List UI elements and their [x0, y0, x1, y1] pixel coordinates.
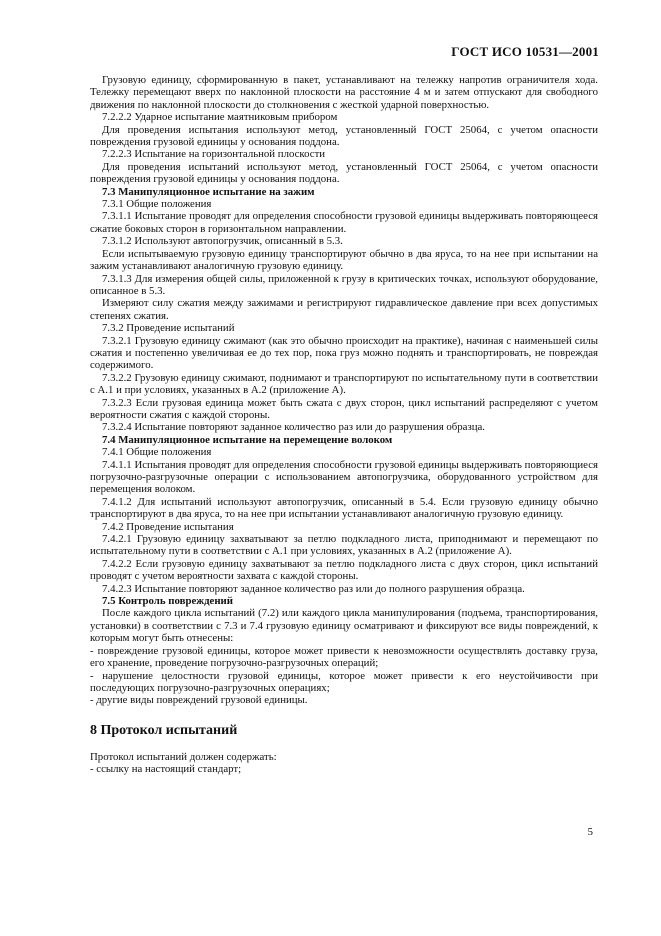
paragraph: 7.3.2.4 Испытание повторяют заданное количество раз или до разрушения образца.	[102, 421, 485, 434]
paragraph: 7.3.1.1 Испытание проводят для определения способности грузовой единицы выдерживать повторяющееся сжатие боковых сторон в горизонтальном направлении.	[90, 210, 598, 235]
subsection-heading: 7.2.2.3 Испытание на горизонтальной плоскости	[102, 148, 326, 161]
subsection-heading: 7.4.1 Общие положения	[102, 446, 212, 459]
paragraph: 7.4.1.2 Для испытаний используют автопогрузчик, описанный в 5.4. Если грузовую единицу обычно транспортируют в два яруса, то на нее при испытании устанавливают аналогичную грузовую единицу.	[90, 495, 598, 521]
paragraph: После каждого цикла испытаний (7.2) или каждого цикла манипулирования (подъема, транспортирования, установки) в соответствии с 7.3 и 7.4 грузовую единицу осматривают и фиксируют все виды повреждений, к которым могут быть отнесены:	[90, 607, 598, 645]
subsection-heading: 7.3.1 Общие положения	[102, 198, 212, 211]
paragraph: 7.3.2.2 Грузовую единицу сжимают, поднимают и транспортируют по испытательному пути в соответствии с А.1 и при условиях, указанных в А.2 (приложение А).	[90, 371, 598, 397]
paragraph: 7.3.1.2 Используют автопогрузчик, описанный в 5.3.	[102, 235, 343, 248]
list-item: - другие виды повреждений грузовой единицы.	[90, 694, 308, 707]
paragraph: 7.3.2.1 Грузовую единицу сжимают (как это обычно происходит на практике), начиная с наименьшей силы сжатия и постепенно увеличивая ее до тех пор, пока груз можно поднять и транспортировать, не повреждая содержимого.	[90, 334, 598, 372]
paragraph: 7.4.2.1 Грузовую единицу захватывают за петлю подкладного листа, приподнимают и перемещают по испытательному пути в соответствии с А.1 при условиях, указанных в А.2 (приложение А).	[90, 533, 598, 558]
paragraph: Если испытываемую грузовую единицу транспортируют обычно в два яруса, то на нее при испытании на зажим устанавливают аналогичную грузовую единицу.	[90, 247, 598, 273]
paragraph: Для проведения испытаний используют метод, установленный ГОСТ 25064, с учетом опасности повреждения грузовой единицы у основания поддона.	[90, 160, 598, 186]
paragraph: 7.4.2.3 Испытание повторяют заданное количество раз или до полного разрушения образца.	[102, 582, 525, 595]
paragraph: Протокол испытаний должен содержать:	[90, 750, 277, 763]
subsection-heading: 7.4.2 Проведение испытания	[102, 520, 234, 533]
page-number: 5	[587, 826, 593, 838]
list-item: - повреждение грузовой единицы, которое может привести к невозможности осуществлять доставку груза, его хранение, проведение погрузочно-разгрузочных операций;	[90, 644, 598, 670]
section-heading-7-5: 7.5 Контроль повреждений	[102, 595, 233, 608]
paragraph: Измеряют силу сжатия между зажимами и регистрируют гидравлическое давление при всех допустимых степенях сжатия.	[90, 297, 598, 322]
subsection-heading: 7.2.2.2 Ударное испытание маятниковым прибором	[102, 111, 338, 124]
list-item: - нарушение целостности грузовой единицы, которое может привести к его неустойчивости при последующих погрузочно-разгрузочных операциях;	[90, 669, 598, 694]
paragraph: 7.3.1.3 Для измерения общей силы, приложенной к грузу в критических точках, используют оборудование, описанное в 5.3.	[90, 272, 598, 297]
list-item: - ссылку на настоящий стандарт;	[90, 763, 242, 776]
page-body	[90, 74, 598, 776]
section-8-title: 8 Протокол испытаний	[90, 722, 238, 738]
paragraph: 7.3.2.3 Если грузовая единица может быть сжата с двух сторон, цикл испытаний распределяют с учетом вероятности сжатия с каждой стороны.	[90, 396, 598, 421]
paragraph: 7.4.1.1 Испытания проводят для определения способности грузовой единицы выдерживать повторяющиеся погрузочно-разгрузочные операции с использованием автопогрузчика, оборудованного устройством для перемещения волоком.	[90, 458, 598, 496]
section-heading-7-4: 7.4 Манипуляционное испытание на перемещение волоком	[102, 433, 393, 446]
subsection-heading: 7.3.2 Проведение испытаний	[102, 322, 235, 335]
document-header: ГОСТ ИСО 10531—2001	[451, 44, 599, 59]
section-heading-7-3: 7.3 Манипуляционное испытание на зажим	[102, 185, 315, 198]
paragraph: 7.4.2.2 Если грузовую единицу захватывают за петлю подкладного листа с двух сторон, цикл испытаний проводят с учетом вероятности захвата с каждой стороны.	[90, 557, 598, 583]
paragraph: Для проведения испытания используют метод, установленный ГОСТ 25064, с учетом опасности повреждения грузовой единицы у основания поддона.	[90, 123, 598, 149]
paragraph: Грузовую единицу, сформированную в пакет, устанавливают на тележку напротив ограничителя хода. Тележку перемещают вверх по наклонной плоскости на расстояние 4 м и затем отпускают для свободного движения по наклонной плоскости до столкновения с жесткой ударной поверхностью.	[90, 74, 598, 111]
